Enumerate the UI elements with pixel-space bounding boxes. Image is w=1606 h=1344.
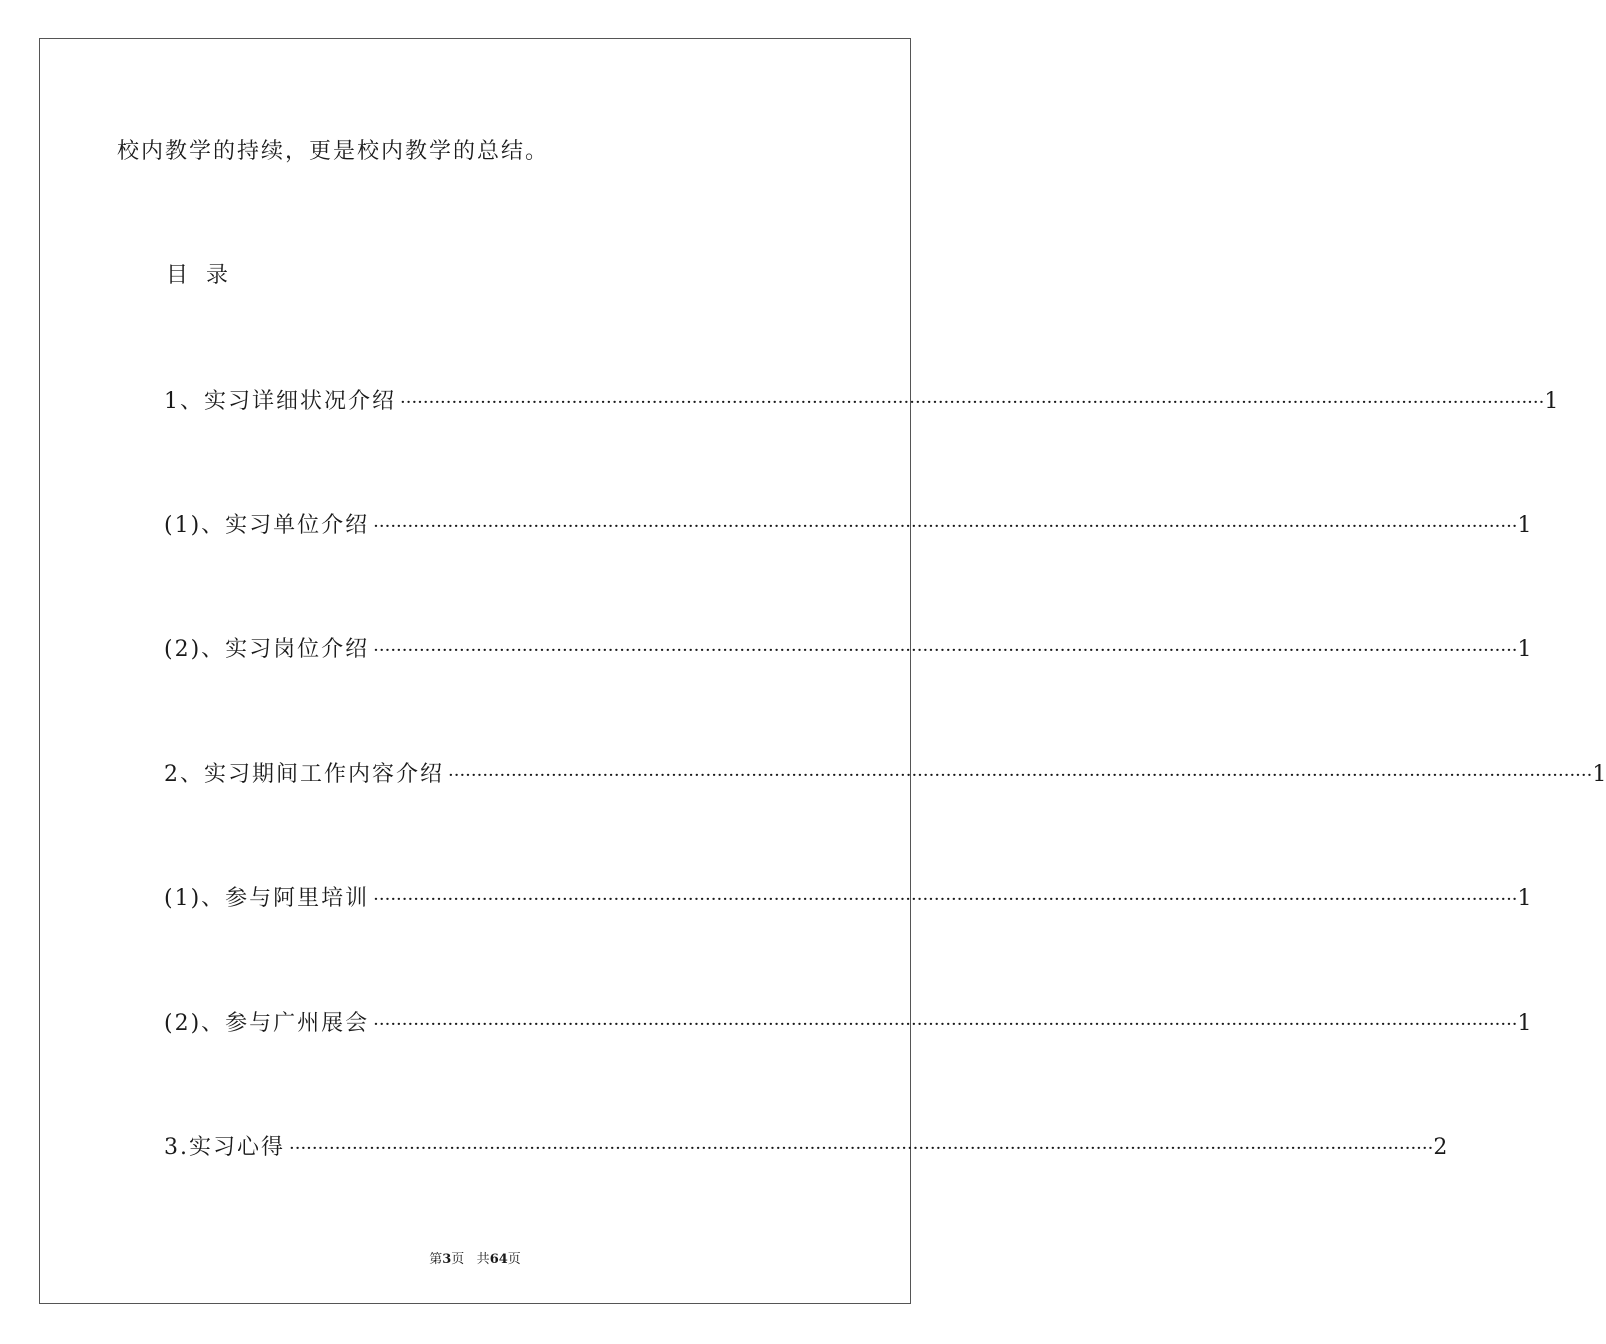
toc-leader-dots: ········································································································································································································ (400, 392, 1545, 413)
toc-entry-label: 3.实习心得 (164, 1135, 285, 1160)
footer-page-word: 页 (451, 1252, 465, 1267)
toc-heading-char-2: 录 (206, 263, 229, 288)
footer-total-suffix: 页 (507, 1252, 521, 1267)
toc-entry-page: 1 (1544, 389, 1559, 414)
footer-total-prefix: 共 (476, 1252, 490, 1267)
toc-entry-label: 2、实习期间工作内容介绍 (164, 762, 444, 787)
toc-leader-dots: ········································································································································································································ (289, 1138, 1434, 1159)
toc-entry[interactable] (164, 757, 1606, 787)
toc-entry-label: (2)、实习岗位介绍 (164, 637, 370, 662)
toc-entry-page: 1 (1517, 1011, 1532, 1036)
toc-entry-label: (2)、参与广州展会 (164, 1011, 370, 1036)
toc-entry[interactable] (164, 508, 1532, 538)
toc-leader-dots: ········································································································································································································ (373, 1014, 1518, 1035)
toc-entry[interactable] (164, 1006, 1532, 1036)
toc-entry-label: (1)、参与阿里培训 (164, 886, 370, 911)
page-border (39, 38, 911, 1304)
intro-paragraph: 校内教学的持续，更是校内教学的总结。 (117, 139, 550, 164)
footer-prefix: 第 (429, 1252, 443, 1267)
toc-entry[interactable] (164, 632, 1532, 662)
toc-heading (166, 258, 228, 289)
toc-entry-page: 1 (1517, 637, 1532, 662)
page-footer (0, 1248, 950, 1267)
toc-entry[interactable] (164, 384, 1559, 414)
toc-leader-dots: ········································································································································································································ (448, 765, 1593, 786)
toc-entry-label: 1、实习详细状况介绍 (164, 389, 396, 414)
toc-leader-dots: ········································································································································································································ (373, 640, 1518, 661)
toc-entry-page: 1 (1517, 513, 1532, 538)
footer-current-page: 3 (442, 1252, 452, 1267)
toc-entry-page: 1 (1517, 886, 1532, 911)
toc-entry-label: (1)、实习单位介绍 (164, 513, 370, 538)
toc-entry[interactable] (164, 881, 1532, 911)
toc-heading-char-1: 目 (166, 263, 189, 288)
toc-entry-page: 2 (1433, 1135, 1448, 1160)
footer-total-pages: 64 (489, 1252, 508, 1267)
toc-leader-dots: ········································································································································································································ (373, 516, 1518, 537)
toc-entry[interactable] (164, 1130, 1448, 1160)
toc-leader-dots: ········································································································································································································ (373, 889, 1518, 910)
toc-entry-page: 1 (1592, 762, 1606, 787)
